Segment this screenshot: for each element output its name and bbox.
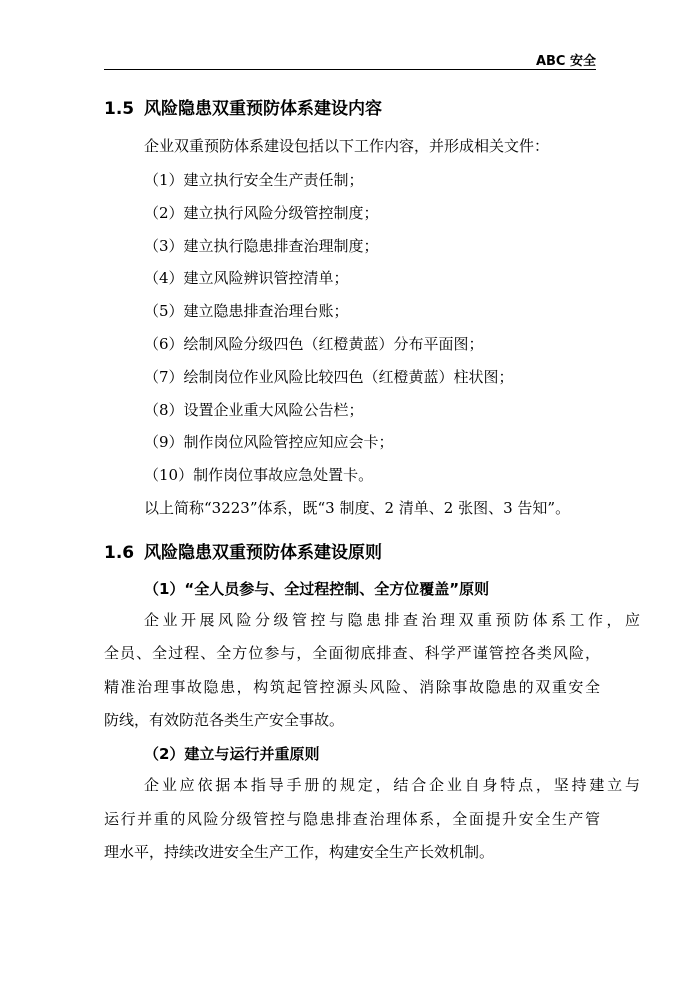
paragraph-line: 运行并重的风险分级管控与隐患排查治理体系，全面提升安全生产管 bbox=[104, 810, 600, 828]
paragraph-line: 防线，有效防范各类生产安全事故。 bbox=[104, 711, 345, 729]
paragraph-line: 精准治理事故隐患，构筑起管控源头风险、消除事故隐患的双重安全 bbox=[104, 678, 600, 696]
paragraph-line: 理水平，持续改进安全生产工作，构建安全生产长效机制。 bbox=[104, 843, 495, 861]
paragraph-line: 企业应依据本指导手册的规定，结合企业自身特点，坚持建立与 bbox=[144, 776, 640, 794]
principle-2-title: （2）建立与运行并重原则 bbox=[144, 745, 320, 763]
paragraph-line: 企业开展风险分级管控与隐患排查治理双重预防体系工作，应 bbox=[144, 611, 640, 629]
list-item: （6）绘制风险分级四色（红橙黄蓝）分布平面图； bbox=[144, 335, 484, 353]
section-1-5-summary: 以上简称“3223”体系，既“3 制度、2 清单、2 张图、3 告知”。 bbox=[144, 499, 571, 517]
paragraph-line: 全员、全过程、全方位参与，全面彻底排查、科学严谨管控各类风险， bbox=[104, 644, 600, 662]
section-1-6-heading bbox=[104, 538, 382, 563]
list-item: （2）建立执行风险分级管控制度； bbox=[144, 204, 379, 222]
header-divider bbox=[104, 69, 596, 70]
list-item: （7）绘制岗位作业风险比较四色（红橙黄蓝）柱状图； bbox=[144, 368, 514, 386]
list-item: （5）建立隐患排查治理台账； bbox=[144, 302, 349, 320]
section-number: 1.5 bbox=[104, 99, 135, 119]
list-item: （3）建立执行隐患排查治理制度； bbox=[144, 237, 379, 255]
section-1-5-heading bbox=[104, 94, 382, 119]
section-number: 1.6 bbox=[104, 543, 135, 563]
list-item: （1）建立执行安全生产责任制； bbox=[144, 171, 364, 189]
list-item: （10）制作岗位事故应急处置卡。 bbox=[144, 466, 374, 484]
header-label: ABC 安全 bbox=[535, 54, 596, 69]
list-item: （9）制作岗位风险管控应知应会卡； bbox=[144, 433, 394, 451]
section-title: 风险隐患双重预防体系建设内容 bbox=[144, 99, 382, 119]
list-item: （4）建立风险辨识管控清单； bbox=[144, 269, 349, 287]
section-title: 风险隐患双重预防体系建设原则 bbox=[144, 543, 382, 563]
list-item: （8）设置企业重大风险公告栏； bbox=[144, 401, 364, 419]
principle-1-title: （1）“全人员参与、全过程控制、全方位覆盖”原则 bbox=[144, 580, 490, 598]
section-1-5-intro: 企业双重预防体系建设包括以下工作内容，并形成相关文件： bbox=[144, 137, 550, 155]
